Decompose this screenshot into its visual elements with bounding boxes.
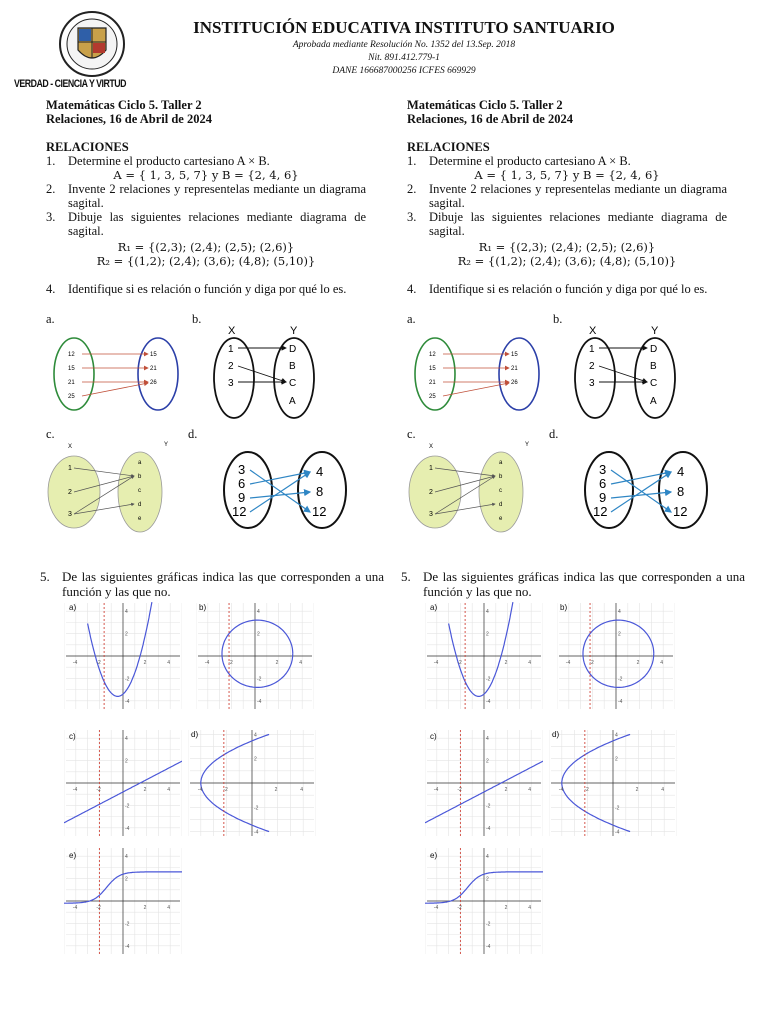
svg-text:15: 15 xyxy=(511,352,518,358)
question-4: 4. Identifique si es relación o función y diga por qué lo es. xyxy=(46,282,347,296)
svg-text:12: 12 xyxy=(68,352,75,358)
x-tick-label: 2 xyxy=(504,905,508,911)
y-tick-label: 2 xyxy=(125,876,128,883)
svg-text:1: 1 xyxy=(429,465,433,472)
y-tick-label: -4 xyxy=(618,698,623,705)
svg-text:8: 8 xyxy=(677,484,685,499)
y-tick-label: 2 xyxy=(486,758,489,765)
x-tick-label: -2 xyxy=(96,660,101,666)
svg-text:21: 21 xyxy=(150,366,157,372)
y-tick-label: 4 xyxy=(486,854,489,861)
graph-d-sideways-parabola xyxy=(549,728,677,838)
y-tick-label: -2 xyxy=(486,921,491,928)
svg-text:9: 9 xyxy=(599,490,607,505)
sagittal-diagram-c xyxy=(407,440,547,536)
y-tick-label: -2 xyxy=(125,676,130,683)
question-5: 5. De las siguientes gráficas indica las que corresponden a una función y las que no. xyxy=(401,569,745,599)
school-motto: VERDAD - CIENCIA Y VIRTUD xyxy=(14,78,127,90)
diagram-label-c: c. xyxy=(407,427,416,441)
x-tick-label: 4 xyxy=(528,660,531,666)
y-tick-label: -2 xyxy=(615,805,620,812)
y-tick-label: 4 xyxy=(486,609,489,616)
svg-text:2: 2 xyxy=(429,489,433,496)
y-tick-label: 2 xyxy=(254,756,257,763)
svg-text:15: 15 xyxy=(150,352,157,358)
graph-c-line xyxy=(64,728,182,838)
diagram-label-c: c. xyxy=(46,427,55,441)
relation-r2: R₂ = {(1,2); (2,4); (3,6); (4,8); (5,10)} xyxy=(457,254,677,268)
x-tick-label: 4 xyxy=(167,905,170,911)
svg-text:C: C xyxy=(289,378,297,389)
nit-line: Nit. 891.412.779-1 xyxy=(368,53,440,63)
y-tick-label: -2 xyxy=(125,803,130,810)
svg-text:4: 4 xyxy=(316,464,324,479)
svg-text:2: 2 xyxy=(228,361,234,372)
y-tick-label: -4 xyxy=(254,829,259,836)
y-tick-label: -4 xyxy=(257,698,262,705)
subject-heading: Matemáticas Ciclo 5. Taller 2 xyxy=(46,98,202,112)
y-tick-label: -4 xyxy=(125,943,130,950)
subject-heading: Matemáticas Ciclo 5. Taller 2 xyxy=(407,98,563,112)
x-tick-label: 4 xyxy=(300,787,303,793)
svg-text:3: 3 xyxy=(68,511,72,518)
y-tick-label: 4 xyxy=(618,609,621,616)
x-tick-label: 4 xyxy=(661,787,664,793)
x-tick-label: 4 xyxy=(167,660,170,666)
svg-text:b: b xyxy=(138,474,142,480)
date-heading: Relaciones, 16 de Abril de 2024 xyxy=(46,112,212,126)
graph-label-b: b) xyxy=(199,603,207,612)
y-tick-label: 4 xyxy=(615,732,618,739)
x-tick-label: 2 xyxy=(143,905,147,911)
x-tick-label: -4 xyxy=(565,660,571,666)
svg-text:2: 2 xyxy=(589,361,595,372)
svg-text:8: 8 xyxy=(316,484,324,499)
relation-r2: R₂ = {(1,2); (2,4); (3,6); (4,8); (5,10)} xyxy=(96,254,316,268)
graph-a-parabola xyxy=(64,601,182,711)
y-tick-label: 4 xyxy=(125,854,128,861)
diagram-label-b: b. xyxy=(553,312,563,326)
x-tick-label: -2 xyxy=(589,660,594,666)
y-tick-label: -4 xyxy=(486,943,491,950)
diagram-label-d: d. xyxy=(549,427,559,441)
x-tick-label: -2 xyxy=(457,905,462,911)
y-tick-label: -2 xyxy=(486,676,491,683)
x-tick-label: 2 xyxy=(143,660,147,666)
diagram-label-a: a. xyxy=(407,312,416,326)
question-4: 4. Identifique si es relación o función y diga por qué lo es. xyxy=(407,282,708,296)
x-tick-label: 4 xyxy=(299,660,302,666)
x-tick-label: 2 xyxy=(143,787,147,793)
sets-line: A = { 1, 3, 5, 7} y B = {2, 4, 6} xyxy=(474,168,660,182)
y-tick-label: 2 xyxy=(486,631,489,638)
x-tick-label: -2 xyxy=(228,660,233,666)
x-tick-label: -2 xyxy=(457,787,462,793)
svg-text:A: A xyxy=(650,396,657,407)
svg-text:d: d xyxy=(138,502,142,508)
svg-text:25: 25 xyxy=(429,394,436,400)
svg-text:26: 26 xyxy=(150,380,157,386)
x-tick-label: -2 xyxy=(457,660,462,666)
y-tick-label: -2 xyxy=(254,805,259,812)
svg-text:Y: Y xyxy=(525,442,530,448)
question-1: 1. Determine el producto cartesiano A × B. xyxy=(407,154,631,168)
date-heading: Relaciones, 16 de Abril de 2024 xyxy=(407,112,573,126)
y-tick-label: -4 xyxy=(125,698,130,705)
svg-text:D: D xyxy=(650,344,658,355)
institution-title: INSTITUCIÓN EDUCATIVA INSTITUTO SANTUARIO xyxy=(193,18,615,37)
y-tick-label: -4 xyxy=(486,698,491,705)
function-curve xyxy=(449,602,513,696)
x-tick-label: -4 xyxy=(433,787,439,793)
graph-a-parabola xyxy=(425,601,543,711)
x-tick-label: -4 xyxy=(558,787,564,793)
svg-text:12: 12 xyxy=(429,352,436,358)
sagittal-diagram-b xyxy=(204,324,324,424)
graph-label-c: c) xyxy=(430,732,437,741)
question-2: 2. Invente 2 relaciones y representelas mediante un diagrama sagital. xyxy=(46,182,366,210)
svg-text:3: 3 xyxy=(228,378,234,389)
svg-text:1: 1 xyxy=(589,344,595,355)
graph-b-circle xyxy=(196,601,314,711)
svg-text:3: 3 xyxy=(238,462,246,477)
x-tick-label: -4 xyxy=(72,787,78,793)
svg-text:B: B xyxy=(289,361,296,372)
worksheet-column-right xyxy=(401,98,745,950)
graph-b-circle xyxy=(557,601,675,711)
svg-text:12: 12 xyxy=(232,504,247,519)
svg-text:12: 12 xyxy=(312,504,327,519)
y-tick-label: 2 xyxy=(615,756,618,763)
svg-text:25: 25 xyxy=(68,394,75,400)
svg-text:c: c xyxy=(499,488,502,494)
y-tick-label: 4 xyxy=(486,736,489,743)
svg-text:26: 26 xyxy=(511,380,518,386)
svg-text:15: 15 xyxy=(429,366,436,372)
graph-e-sigmoid xyxy=(64,846,182,956)
x-tick-label: 4 xyxy=(528,905,531,911)
x-tick-label: 2 xyxy=(275,660,279,666)
x-tick-label: -4 xyxy=(72,660,78,666)
x-tick-label: 4 xyxy=(660,660,663,666)
graph-label-e: e) xyxy=(69,851,77,860)
relation-r1: R₁ = {(2,3); (2,4); (2,5); (2,6)} xyxy=(478,240,656,254)
svg-text:3: 3 xyxy=(599,462,607,477)
y-tick-label: -2 xyxy=(486,803,491,810)
y-tick-label: -2 xyxy=(257,676,262,683)
svg-text:D: D xyxy=(289,344,297,355)
y-tick-label: 2 xyxy=(257,631,260,638)
graph-e-sigmoid xyxy=(425,846,543,956)
svg-text:X: X xyxy=(429,444,434,450)
svg-text:X: X xyxy=(589,325,597,337)
x-tick-label: 2 xyxy=(504,787,508,793)
svg-text:X: X xyxy=(228,325,236,337)
svg-text:Y: Y xyxy=(651,325,659,337)
x-tick-label: -2 xyxy=(584,787,589,793)
graph-label-a: a) xyxy=(69,603,77,612)
x-tick-label: 2 xyxy=(504,660,508,666)
svg-text:C: C xyxy=(650,378,658,389)
x-tick-label: -4 xyxy=(433,905,439,911)
y-tick-label: 4 xyxy=(254,732,257,739)
y-tick-label: 4 xyxy=(125,609,128,616)
x-tick-label: 2 xyxy=(274,787,278,793)
x-tick-label: -2 xyxy=(96,905,101,911)
svg-text:15: 15 xyxy=(68,366,75,372)
svg-text:a: a xyxy=(499,460,503,466)
svg-text:A: A xyxy=(289,396,296,407)
y-tick-label: -2 xyxy=(618,676,623,683)
svg-text:3: 3 xyxy=(429,511,433,518)
question-2: 2. Invente 2 relaciones y representelas mediante un diagrama sagital. xyxy=(407,182,727,210)
y-tick-label: -4 xyxy=(125,825,130,832)
section-heading: RELACIONES xyxy=(46,140,129,154)
y-tick-label: 2 xyxy=(125,631,128,638)
svg-text:Y: Y xyxy=(290,325,298,337)
graph-d-sideways-parabola xyxy=(188,728,316,838)
svg-text:6: 6 xyxy=(238,476,246,491)
svg-text:c: c xyxy=(138,488,141,494)
x-tick-label: -2 xyxy=(223,787,228,793)
svg-text:Y: Y xyxy=(164,442,169,448)
svg-text:21: 21 xyxy=(511,366,518,372)
svg-text:2: 2 xyxy=(68,489,72,496)
section-heading: RELACIONES xyxy=(407,140,490,154)
question-3: 3. Dibuje las siguientes relaciones mediante diagrama de sagital. xyxy=(46,210,366,238)
question-3: 3. Dibuje las siguientes relaciones mediante diagrama de sagital. xyxy=(407,210,727,238)
x-tick-label: -4 xyxy=(204,660,210,666)
y-tick-label: -4 xyxy=(615,829,620,836)
x-tick-label: -4 xyxy=(72,905,78,911)
svg-text:3: 3 xyxy=(589,378,595,389)
svg-text:a: a xyxy=(138,460,142,466)
sagittal-diagram-a xyxy=(52,336,182,416)
approval-line: Aprobada mediante Resolución No. 1352 del 13.Sep. 2018 xyxy=(292,40,516,50)
x-tick-label: -4 xyxy=(433,660,439,666)
y-tick-label: 4 xyxy=(257,609,260,616)
sets-line: A = { 1, 3, 5, 7} y B = {2, 4, 6} xyxy=(113,168,299,182)
svg-text:12: 12 xyxy=(673,504,688,519)
svg-text:4: 4 xyxy=(677,464,685,479)
svg-text:12: 12 xyxy=(593,504,608,519)
x-tick-label: 4 xyxy=(528,787,531,793)
question-1: 1. Determine el producto cartesiano A × B. xyxy=(46,154,270,168)
y-tick-label: -4 xyxy=(486,825,491,832)
svg-text:1: 1 xyxy=(228,344,234,355)
sagittal-diagram-d xyxy=(218,448,348,532)
y-tick-label: 4 xyxy=(125,736,128,743)
graph-label-b: b) xyxy=(560,603,568,612)
x-tick-label: 2 xyxy=(635,787,639,793)
graph-c-line xyxy=(425,728,543,838)
dane-icfes-line: DANE 166687000256 ICFES 669929 xyxy=(332,66,476,76)
diagram-label-a: a. xyxy=(46,312,55,326)
question-5: 5. De las siguientes gráficas indica las que corresponden a una función y las que no. xyxy=(40,569,384,599)
svg-text:B: B xyxy=(650,361,657,372)
y-tick-label: 2 xyxy=(618,631,621,638)
y-tick-label: -2 xyxy=(125,921,130,928)
svg-text:X: X xyxy=(68,444,73,450)
sagittal-diagram-d xyxy=(579,448,709,532)
y-tick-label: 2 xyxy=(486,876,489,883)
sagittal-diagram-c xyxy=(46,440,186,536)
x-tick-label: 2 xyxy=(636,660,640,666)
svg-text:d: d xyxy=(499,502,503,508)
worksheet-column-left xyxy=(40,98,384,950)
sagittal-diagram-b xyxy=(565,324,685,424)
svg-text:e: e xyxy=(499,516,503,522)
graph-label-c: c) xyxy=(69,732,76,741)
svg-text:9: 9 xyxy=(238,490,246,505)
graph-label-e: e) xyxy=(430,851,438,860)
diagram-label-d: d. xyxy=(188,427,198,441)
relation-r1: R₁ = {(2,3); (2,4); (2,5); (2,6)} xyxy=(117,240,295,254)
function-curve xyxy=(88,602,152,696)
svg-text:1: 1 xyxy=(68,465,72,472)
svg-text:b: b xyxy=(499,474,503,480)
graph-label-d: d) xyxy=(191,730,199,739)
svg-text:e: e xyxy=(138,516,142,522)
x-tick-label: -2 xyxy=(96,787,101,793)
graph-label-d: d) xyxy=(552,730,560,739)
x-tick-label: 4 xyxy=(167,787,170,793)
svg-text:6: 6 xyxy=(599,476,607,491)
diagram-label-b: b. xyxy=(192,312,202,326)
x-tick-label: -4 xyxy=(197,787,203,793)
svg-text:21: 21 xyxy=(429,380,436,386)
graph-label-a: a) xyxy=(430,603,438,612)
sagittal-diagram-a xyxy=(413,336,543,416)
y-tick-label: 2 xyxy=(125,758,128,765)
svg-text:21: 21 xyxy=(68,380,75,386)
